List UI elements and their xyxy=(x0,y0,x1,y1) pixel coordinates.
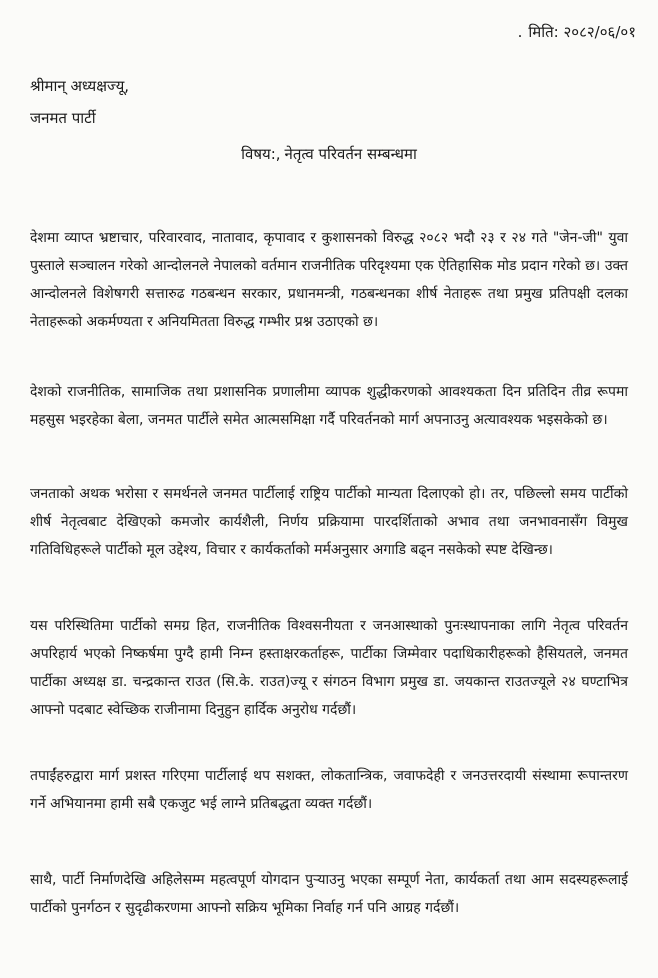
paragraph: तपाईंहरुद्वारा मार्ग प्रशस्त गरिएमा पार्टीलाई थप सशक्त, लोकतान्त्रिक, जवाफदेही र जनउत्तरदायी संस्थामा रूपान्तरण गर्ने अभियानमा हामी सबै एकजुट भई लाग्ने प्रतिबद्धता व्यक्त गर्दछौं। xyxy=(30,768,628,812)
organization-name: जनमत पार्टी xyxy=(30,109,96,127)
subject-text: नेतृत्व परिवर्तन सम्बन्धमा xyxy=(284,145,417,163)
date-label: मिति: xyxy=(528,23,559,41)
paragraph: यस परिस्थितिमा पार्टीको समग्र हित, राजनीतिक विश्वसनीयता र जनआस्थाको पुनःस्थापनाका लागि नेतृत्व परिवर्तन अपरिहार्य भएको निष्कर्षमा पुग्दै हामी निम्न हस्ताक्षरकर्ताहरू, पार्टीका जिम्मेवार पदाधिकारीहरूको हैसियतले, जनमत पार्टीका अध्यक्ष डा. चन्द्रकान्त राउत (सि.के. राउत)ज्यू र संगठन विभाग प्रमुख डा. जयकान्त राउतज्यूले २४ घण्टाभित्र आफ्नो पदबाट स्वेच्छिक राजीनामा दिनुहुन हार्दिक अनुरोध गर्दछौं। xyxy=(30,618,628,718)
paragraph: साथै, पार्टी निर्माणदेखि अहिलेसम्म महत्वपूर्ण योगदान पुर्‍याउनु भएका सम्पूर्ण नेता, कार्यकर्ता तथा आम सदस्यहरूलाई पार्टीको पुनर्गठन र सुदृढीकरणमा आफ्नो सक्रिय भूमिका निर्वाह गर्न पनि आग्रह गर्दछौं। xyxy=(30,872,628,916)
paragraph: देशको राजनीतिक, सामाजिक तथा प्रशासनिक प्रणालीमा व्यापक शुद्धीकरणको आवश्यकता दिन प्रतिदिन तीव्र रूपमा महसुस भइरहेका बेला, जनमत पार्टीले समेत आत्मसमिक्षा गर्दै परिवर्तनको मार्ग अपनाउनु अत्यावश्यक भइसकेको छ। xyxy=(30,384,628,428)
subject-line xyxy=(0,144,658,164)
subject-label: विषय:, xyxy=(241,145,281,163)
date-line xyxy=(518,22,636,42)
paragraph: देशमा व्याप्त भ्रष्टाचार, परिवारवाद, नातावाद, कृपावाद र कुशासनको विरुद्ध २०८२ भदौ २३ र २४ गते "जेन-जी" युवा पुस्ताले सञ्चालन गरेको आन्दोलनले नेपालको वर्तमान राजनीतिक परिदृश्यमा एक ऐतिहासिक मोड प्रदान गरेको छ। उक्त आन्दोलनले विशेषगरी सत्तारुढ गठबन्धन सरकार, प्रधानमन्त्री, गठबन्धनका शीर्ष नेताहरू तथा प्रमुख प्रतिपक्षी दलका नेताहरूको अकर्मण्यता र अनियमितता विरुद्ध गम्भीर प्रश्न उठाएको छ। xyxy=(30,230,628,330)
paragraph: जनताको अथक भरोसा र समर्थनले जनमत पार्टीलाई राष्ट्रिय पार्टीको मान्यता दिलाएको हो। तर, पछिल्लो समय पार्टीको शीर्ष नेतृत्वबाट देखिएको कमजोर कार्यशैली, निर्णय प्रक्रियामा पारदर्शिताको अभाव तथा जनभावनासँग विमुख गतिविधिहरूले पार्टीको मूल उद्देश्य, विचार र कार्यकर्ताको मर्मअनुसार अगाडि बढ्न नसकेको स्पष्ट देखिन्छ। xyxy=(30,486,628,558)
bullet-mark: . xyxy=(517,23,523,41)
recipient-block xyxy=(30,70,129,134)
date-value: २०८२/०६/०१ xyxy=(563,23,636,41)
salutation: श्रीमान् अध्यक्षज्यू, xyxy=(30,77,130,95)
